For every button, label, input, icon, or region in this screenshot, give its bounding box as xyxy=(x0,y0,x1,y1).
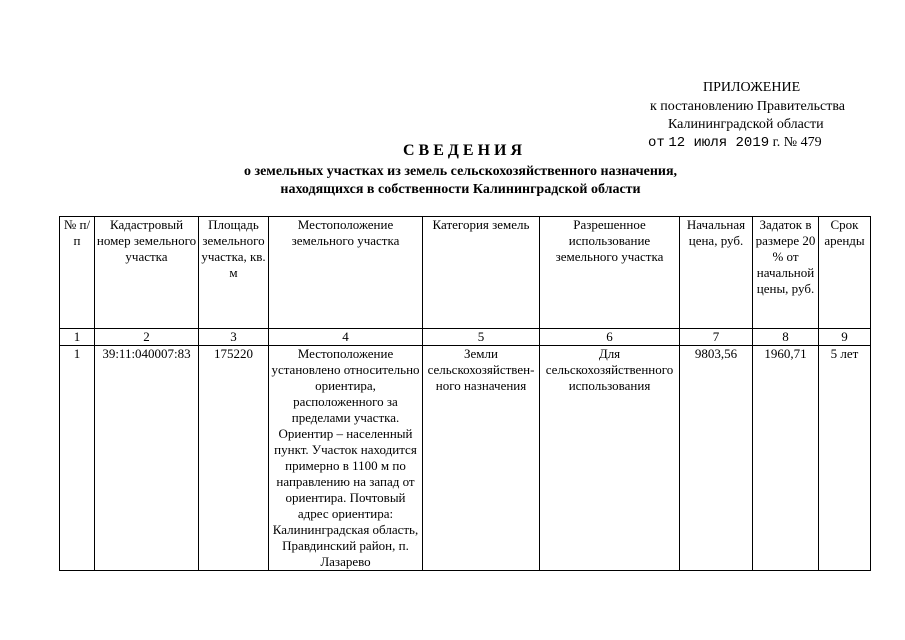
document-subtitle-1: о земельных участках из земель сельскохозяйственного назначения, xyxy=(243,164,678,179)
document-subtitle-2: находящихся в собственности Калининградской области xyxy=(280,182,641,197)
resolution-number: 479 xyxy=(800,135,822,150)
column-number: 2 xyxy=(95,329,199,346)
resolution-date: 12 июля 2019 xyxy=(668,135,770,151)
header-cell: Местоположение земельного участка xyxy=(269,217,423,329)
table-header-row xyxy=(60,217,871,329)
appendix-title: ПРИЛОЖЕНИЕ xyxy=(703,80,801,95)
appendix-line-resolution: к постановлению Правительства xyxy=(650,99,846,114)
date-prefix: от xyxy=(648,135,665,151)
header-cell: Категория земель xyxy=(423,217,540,329)
column-number: 5 xyxy=(423,329,540,346)
land-category: Земли сельскохозяйствен-ного назначения xyxy=(423,346,540,571)
land-plots-table xyxy=(59,216,871,571)
column-number: 1 xyxy=(60,329,95,346)
cadastral-number: 39:11:040007:83 xyxy=(95,346,199,571)
lease-term: 5 лет xyxy=(819,346,871,571)
appendix-line-region: Калининградской области xyxy=(668,117,824,132)
column-number: 6 xyxy=(540,329,680,346)
column-number: 9 xyxy=(819,329,871,346)
header-cell: Кадастровый номер земельного участка xyxy=(95,217,199,329)
column-number: 4 xyxy=(269,329,423,346)
column-number: 7 xyxy=(680,329,753,346)
starting-price: 9803,56 xyxy=(680,346,753,571)
column-number-row xyxy=(60,329,871,346)
header-cell: № п/п xyxy=(60,217,95,329)
permitted-use: Для сельскохозяйственного использования xyxy=(540,346,680,571)
header-cell: Начальная цена, руб. xyxy=(680,217,753,329)
plot-area: 175220 xyxy=(199,346,269,571)
header-cell: Площадь земельного участка, кв. м xyxy=(199,217,269,329)
column-number: 3 xyxy=(199,329,269,346)
table-row xyxy=(60,346,871,571)
column-number: 8 xyxy=(753,329,819,346)
plot-location: Местоположение установлено относительно ориентира, расположенного за пределами участка. Ориентир – населенный пункт. Участок находится примерно в 1100 м по направлению на запад от ориентира. Почтовый адрес ориентира: Калининградская область, Правдинский район, п. Лазарево xyxy=(269,346,423,571)
document-heading: СВЕДЕНИЯ xyxy=(402,142,527,159)
header-cell: Задаток в размере 20 % от начальной цены, руб. xyxy=(753,217,819,329)
header-cell: Срок аренды xyxy=(819,217,871,329)
deposit-amount: 1960,71 xyxy=(753,346,819,571)
row-number: 1 xyxy=(60,346,95,571)
number-prefix: г. № xyxy=(772,135,798,150)
header-cell: Разрешенное использование земельного участка xyxy=(540,217,680,329)
